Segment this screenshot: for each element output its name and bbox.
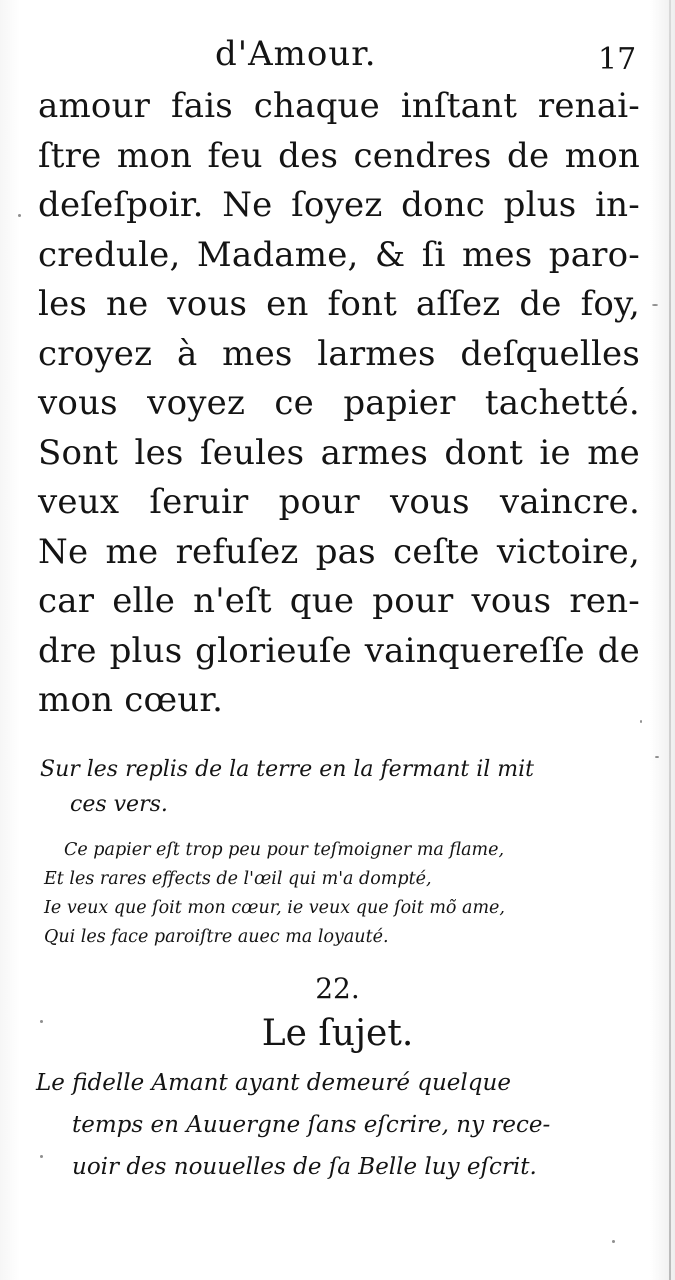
- body-line: mon cœur.: [38, 680, 224, 720]
- body-word: plus: [109, 630, 183, 671]
- body-word: voyez: [147, 383, 246, 423]
- body-word: ie: [539, 432, 571, 473]
- section-number: 22.: [315, 972, 360, 1005]
- body-word: font: [327, 284, 397, 324]
- body-word: de: [507, 135, 550, 176]
- epigraph-intro-line: Sur les replis de la terre en la fermant il mit: [40, 757, 535, 782]
- body-word: foy,: [580, 284, 640, 324]
- body-line: [38, 478, 640, 528]
- body-word: à: [176, 333, 198, 374]
- body-word: les: [134, 432, 184, 473]
- body-word: Sont: [38, 432, 119, 473]
- body-word: credule,: [38, 234, 181, 275]
- body-word: in-: [595, 185, 640, 225]
- body-word: feu: [207, 135, 263, 176]
- body-line: [38, 132, 640, 182]
- section-title: Le ſujet.: [261, 1013, 414, 1054]
- body-word: pas: [315, 531, 376, 572]
- body-word: ren-: [569, 581, 640, 621]
- body-word: Ne: [38, 531, 89, 572]
- body-word: veux: [38, 482, 120, 522]
- page-edge: [669, 0, 671, 1280]
- body-word: elle: [112, 581, 176, 621]
- body-word: de: [597, 630, 640, 671]
- body-word: mes: [461, 234, 533, 275]
- print-speck: [40, 1020, 43, 1023]
- body-word: ſoyez: [291, 185, 383, 225]
- body-line: [38, 528, 640, 578]
- body-word: ſtre: [38, 135, 102, 176]
- body-word: dont: [444, 432, 523, 473]
- body-word: tachetté.: [484, 383, 640, 423]
- body-word: Ne: [222, 185, 273, 225]
- body-word: ceſte: [393, 531, 480, 572]
- body-word: pour: [278, 482, 360, 522]
- body-word: deſeſpoir.: [38, 185, 204, 225]
- body-word: renai-: [537, 86, 640, 126]
- body-word: ſeules: [199, 432, 305, 473]
- body-line: [38, 280, 640, 330]
- print-speck: [40, 1155, 43, 1158]
- verse: [44, 836, 644, 952]
- verse-line: Ie veux que ſoit mon cœur, ie veux que ſoit mõ ame,: [44, 898, 505, 918]
- body-word: que: [289, 581, 355, 621]
- body-word: victoire,: [496, 531, 640, 572]
- verse-line: Qui les face paroiſtre auec ma loyauté.: [44, 927, 389, 947]
- body-word: larmes: [317, 333, 436, 374]
- body-word: les: [38, 284, 88, 324]
- body-word: aſſez: [415, 284, 501, 324]
- body-word: mes: [222, 333, 293, 374]
- body-word: ne: [106, 284, 149, 324]
- body-word: cendres: [353, 135, 492, 176]
- body-word: mon: [564, 135, 640, 176]
- body-word: chaque: [253, 86, 380, 126]
- body-word: refuſez: [175, 531, 299, 572]
- body-word: n'eſt: [193, 581, 272, 621]
- body-word: papier: [343, 383, 456, 423]
- body-line: [38, 181, 640, 231]
- body-word: me: [587, 432, 640, 473]
- body-word: &: [374, 234, 406, 275]
- body-word: ſi: [421, 234, 446, 275]
- body-word: ſeruir: [149, 482, 249, 522]
- print-speck: [612, 1240, 615, 1243]
- running-title: d'Amour.: [215, 34, 377, 74]
- page-header: [0, 30, 675, 76]
- subject-text: [36, 1062, 646, 1188]
- body-line: [38, 231, 640, 281]
- subject-line: uoir des nouuelles de ſa Belle luy eſcrit.: [72, 1154, 537, 1180]
- epigraph-intro-line: ces vers.: [70, 792, 168, 817]
- body-word: des: [278, 135, 339, 176]
- body-word: me: [105, 531, 159, 572]
- subject-line: Le fidelle Amant ayant demeuré quelque: [36, 1070, 511, 1096]
- verse-line: Ce papier eſt trop peu pour teſmoigner ma flame,: [64, 840, 505, 860]
- print-speck: [640, 720, 642, 723]
- body-word: amour: [38, 86, 151, 126]
- body-word: donc: [401, 185, 486, 225]
- letter-body: [38, 82, 640, 726]
- body-word: glorieuſe: [195, 630, 352, 671]
- print-speck: [18, 214, 21, 217]
- body-line: [38, 330, 640, 380]
- body-word: vainquereſſe: [364, 630, 585, 671]
- body-line: [38, 379, 640, 429]
- body-word: vous: [167, 284, 248, 324]
- body-word: croyez: [38, 333, 153, 374]
- body-word: vaincre.: [499, 482, 640, 522]
- body-word: dre: [38, 630, 97, 671]
- body-word: vous: [471, 581, 552, 621]
- body-line: [38, 627, 640, 677]
- body-word: pour: [372, 581, 454, 621]
- print-speck: [655, 756, 659, 758]
- page-number: 17: [598, 42, 637, 77]
- verse-line: Et les rares effects de l'œil qui m'a dompté,: [44, 869, 432, 889]
- epigraph-intro: [40, 752, 650, 822]
- body-word: ce: [274, 383, 314, 423]
- body-word: fais: [170, 86, 233, 126]
- subject-line: temps en Auuergne ſans eſcrire, ny rece-: [72, 1112, 551, 1138]
- body-word: deſquelles: [460, 333, 640, 374]
- body-word: paro-: [548, 234, 640, 275]
- body-word: armes: [320, 432, 428, 473]
- body-line: [38, 429, 640, 479]
- body-word: vous: [389, 482, 470, 522]
- body-word: de: [519, 284, 562, 324]
- body-line: [38, 82, 640, 132]
- body-line: [38, 577, 640, 627]
- body-word: car: [38, 581, 95, 621]
- body-word: mon: [116, 135, 193, 176]
- body-word: plus: [503, 185, 577, 225]
- body-word: inſtant: [400, 86, 518, 126]
- body-word: Madame,: [196, 234, 359, 275]
- print-speck: [652, 304, 658, 306]
- body-word: vous: [38, 383, 118, 423]
- body-word: en: [266, 284, 309, 324]
